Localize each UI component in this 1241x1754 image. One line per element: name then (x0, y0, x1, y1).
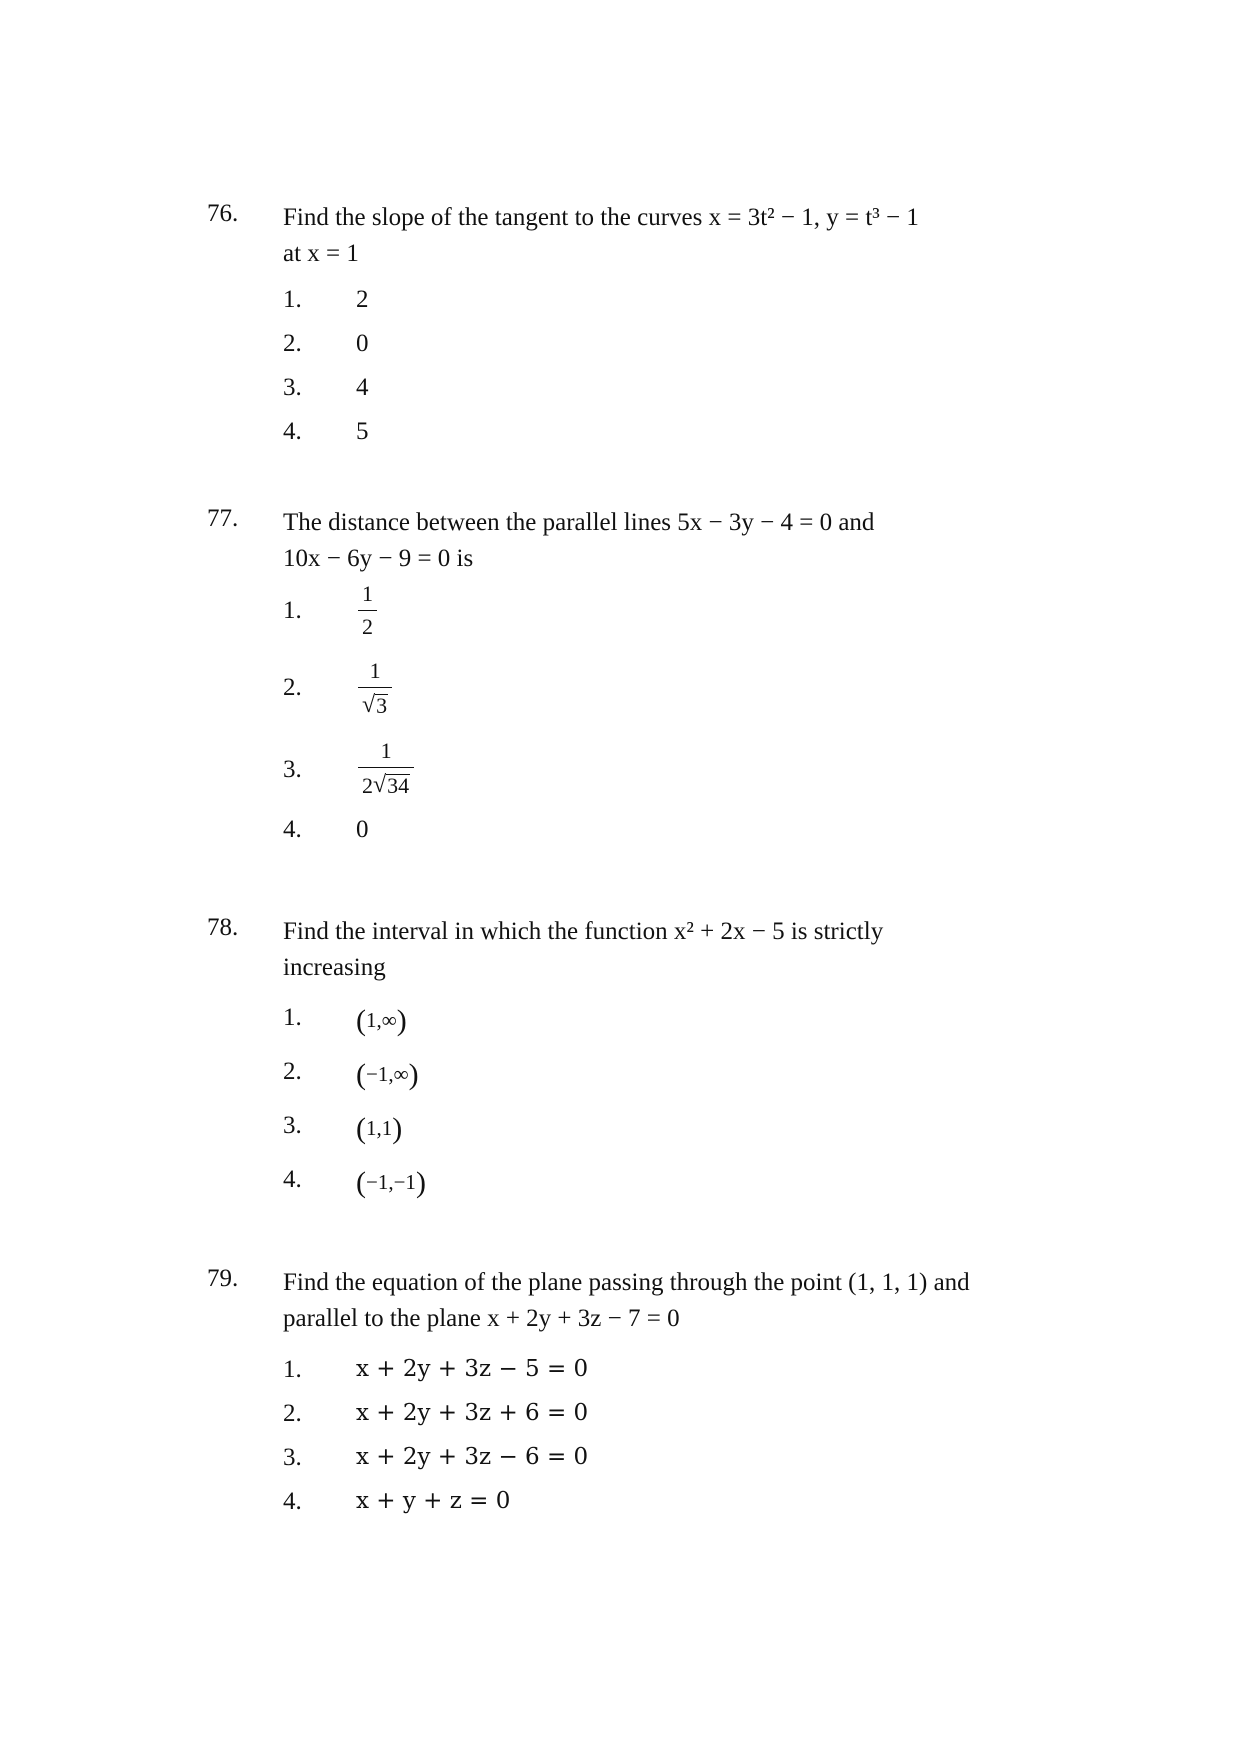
option-value: x + 2y + 3z − 6 = 0 (356, 1444, 589, 1470)
option-value: (−1,∞) (356, 1058, 419, 1091)
question-number: 77. (207, 505, 239, 532)
sqrt-icon: √ (373, 772, 387, 798)
stem-line-2: parallel to the plane x + 2y + 3z − 7 = 0 (283, 1305, 680, 1332)
option-value: 5 (356, 418, 369, 445)
option-value: 4 (356, 374, 369, 401)
option-value: x + 2y + 3z + 6 = 0 (356, 1400, 589, 1426)
sqrt-icon: √ (362, 692, 376, 718)
option-value: x + y + z = 0 (356, 1488, 511, 1514)
option-label: 3. (283, 374, 302, 401)
option-label: 1. (283, 286, 302, 313)
option-value-fraction (358, 660, 392, 717)
stem-line-2: at x = 1 (283, 240, 359, 267)
option-value: (1,1) (356, 1112, 403, 1145)
stem-line-1: Find the equation of the plane passing through the point (1, 1, 1) and (283, 1269, 970, 1296)
option-label: 2. (283, 674, 302, 701)
option-label: 4. (283, 1488, 302, 1515)
option-label: 4. (283, 1166, 302, 1193)
fraction-denominator (358, 687, 392, 717)
question-stem (283, 200, 1083, 272)
stem-line-1: Find the slope of the tangent to the curves x = 3t² − 1, y = t³ − 1 (283, 204, 919, 231)
fraction-numerator: 1 (380, 738, 392, 763)
fraction-denominator: 2 (358, 610, 377, 638)
option-label: 1. (283, 597, 302, 624)
question-stem (283, 914, 1083, 986)
option-value-fraction (358, 740, 414, 797)
option-label: 3. (283, 756, 302, 783)
option-label: 2. (283, 1058, 302, 1085)
stem-line-2: increasing (283, 954, 386, 981)
fraction-denominator (358, 767, 414, 797)
option-label: 2. (283, 1400, 302, 1427)
option-value: 0 (356, 330, 369, 357)
option-label: 1. (283, 1004, 302, 1031)
fraction-numerator: 1 (362, 581, 373, 606)
option-label: 4. (283, 816, 302, 843)
option-value-fraction (358, 583, 377, 638)
option-label: 2. (283, 330, 302, 357)
coefficient: 2 (362, 773, 373, 798)
option-value: 2 (356, 286, 369, 313)
radicand: 34 (387, 773, 410, 798)
option-value: x + 2y + 3z − 5 = 0 (356, 1356, 589, 1382)
option-label: 1. (283, 1356, 302, 1383)
option-label: 3. (283, 1112, 302, 1139)
question-number: 78. (207, 914, 239, 941)
option-label: 4. (283, 418, 302, 445)
stem-line-1: Find the interval in which the function x² + 2x − 5 is strictly (283, 918, 884, 945)
question-number: 79. (207, 1265, 239, 1292)
stem-line-2: 10x − 6y − 9 = 0 is (283, 545, 474, 572)
radicand: 3 (376, 693, 388, 718)
option-value: (1,∞) (356, 1004, 407, 1037)
option-value: (−1,−1) (356, 1166, 426, 1199)
fraction-numerator: 1 (369, 658, 381, 683)
question-stem (283, 1265, 1083, 1337)
question-number: 76. (207, 200, 239, 227)
option-label: 3. (283, 1444, 302, 1471)
option-value: 0 (356, 816, 369, 843)
stem-line-1: The distance between the parallel lines 5x − 3y − 4 = 0 and (283, 509, 875, 536)
question-stem (283, 505, 1083, 577)
